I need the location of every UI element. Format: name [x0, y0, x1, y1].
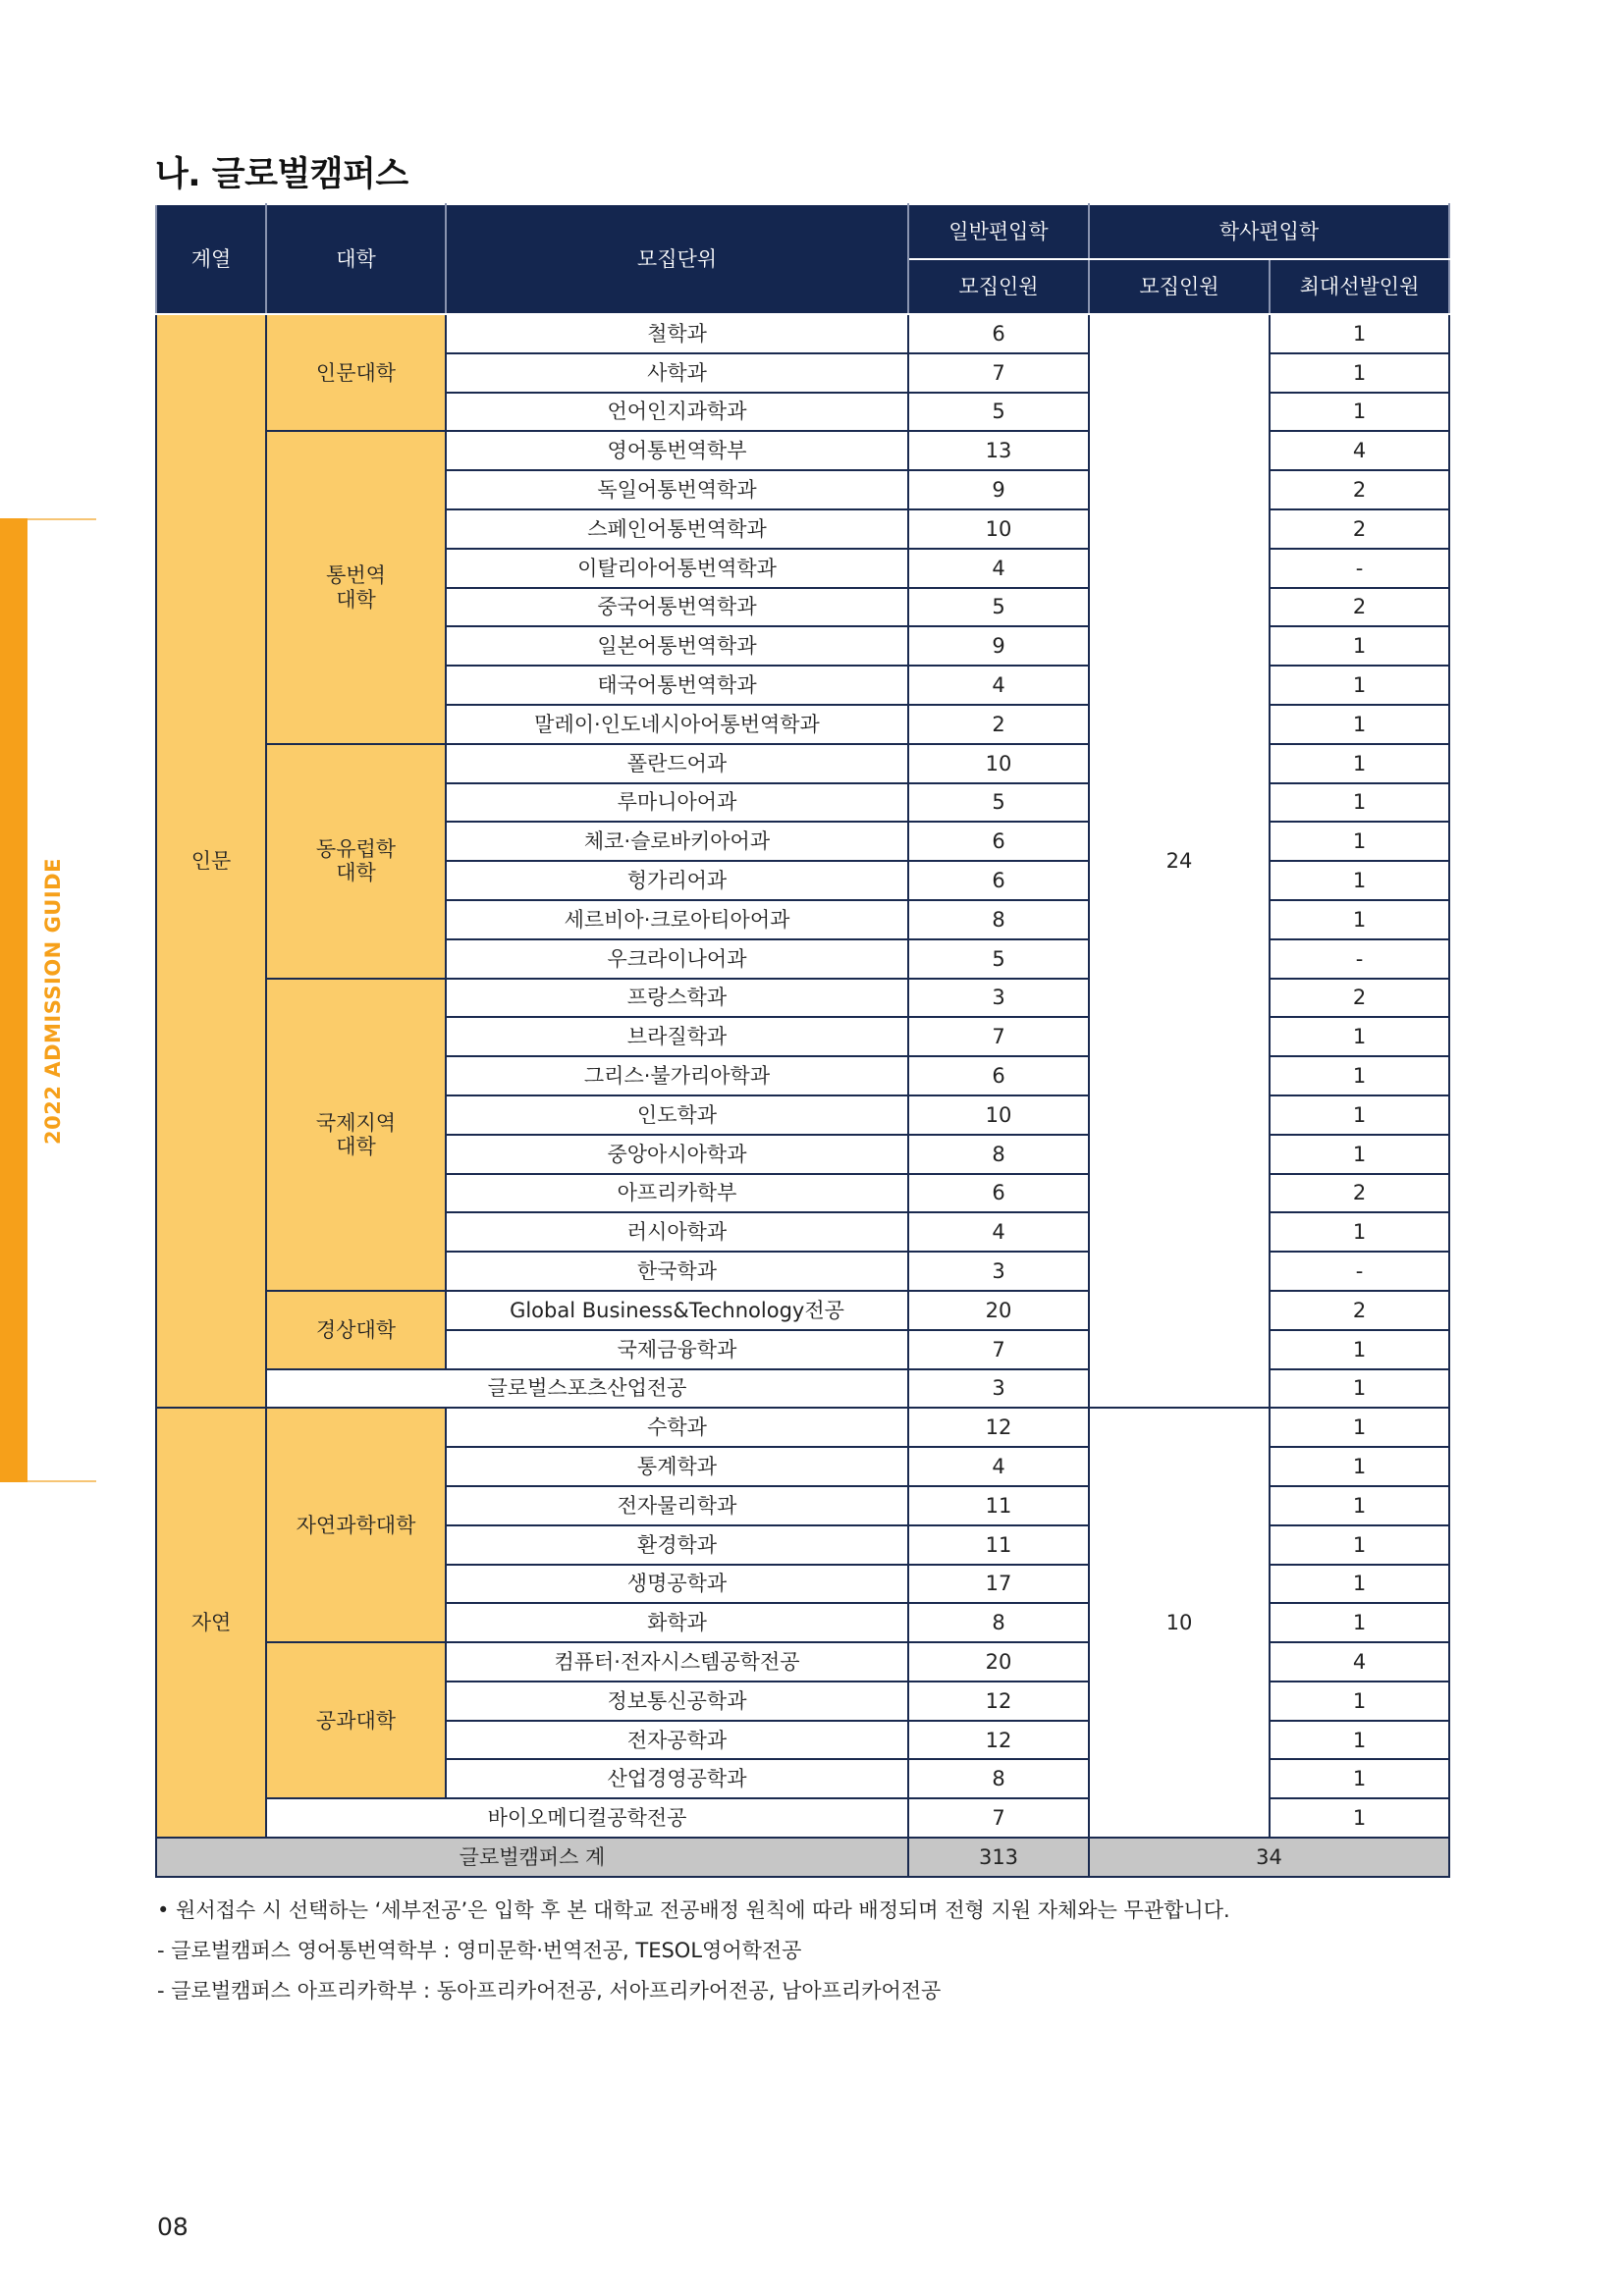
bachelor-max-cell: 4: [1270, 1642, 1449, 1682]
general-count-cell: 4: [908, 666, 1089, 705]
unit-cell: 중국어통번역학과: [446, 588, 908, 627]
group-cell: 자연: [156, 1408, 266, 1838]
general-count-cell: 6: [908, 1174, 1089, 1213]
admission-table: [155, 203, 1450, 1878]
bachelor-max-cell: 1: [1270, 1525, 1449, 1565]
bachelor-max-cell: 2: [1270, 979, 1449, 1018]
bachelor-max-cell: 1: [1270, 1486, 1449, 1525]
general-count-cell: 4: [908, 549, 1089, 588]
side-divider-bottom: [27, 1480, 96, 1482]
bachelor-max-cell: -: [1270, 939, 1449, 979]
bachelor-max-cell: 1: [1270, 1330, 1449, 1369]
total-row: [156, 1838, 1449, 1877]
general-count-cell: 6: [908, 1056, 1089, 1095]
college-cell: 자연과학대학: [266, 1408, 446, 1642]
unit-cell: 산업경영공학과: [446, 1759, 908, 1798]
unit-cell: 철학과: [446, 314, 908, 353]
general-count-cell: 6: [908, 314, 1089, 353]
college-cell: 동유럽학 대학: [266, 744, 446, 979]
table-row: [156, 1408, 1449, 1447]
bachelor-max-cell: 2: [1270, 1291, 1449, 1330]
general-count-cell: 7: [908, 1017, 1089, 1056]
bachelor-max-cell: 1: [1270, 1017, 1449, 1056]
general-count-cell: 11: [908, 1486, 1089, 1525]
header-group: 계열: [156, 204, 266, 314]
bachelor-max-cell: 1: [1270, 1682, 1449, 1721]
unit-cell: 생명공학과: [446, 1565, 908, 1604]
side-divider-top: [27, 518, 96, 520]
bachelor-max-cell: 1: [1270, 626, 1449, 666]
unit-cell: 독일어통번역학과: [446, 470, 908, 509]
bachelor-max-cell: 1: [1270, 314, 1449, 353]
bachelor-max-cell: 1: [1270, 1212, 1449, 1252]
bachelor-max-cell: 1: [1270, 393, 1449, 432]
bachelor-max-cell: 1: [1270, 1135, 1449, 1174]
header-bachelor: 학사편입학: [1089, 204, 1449, 259]
side-accent-bar: [0, 518, 27, 1482]
unit-cell: 그리스·불가리아학과: [446, 1056, 908, 1095]
bachelor-max-cell: 1: [1270, 1721, 1449, 1760]
general-count-cell: 17: [908, 1565, 1089, 1604]
unit-cell: 폴란드어과: [446, 744, 908, 783]
bachelor-max-cell: 1: [1270, 666, 1449, 705]
unit-cell: 헝가리어과: [446, 861, 908, 900]
total-general: 313: [908, 1838, 1089, 1877]
unit-cell: 이탈리아어통번역학과: [446, 549, 908, 588]
general-count-cell: 12: [908, 1721, 1089, 1760]
general-count-cell: 5: [908, 783, 1089, 823]
unit-cell: 컴퓨터·전자시스템공학전공: [446, 1642, 908, 1682]
college-cell: 인문대학: [266, 314, 446, 431]
general-count-cell: 3: [908, 1252, 1089, 1291]
unit-cell: 체코·슬로바키아어과: [446, 822, 908, 861]
general-count-cell: 10: [908, 1095, 1089, 1135]
bachelor-max-cell: 1: [1270, 1798, 1449, 1838]
unit-cell: 일본어통번역학과: [446, 626, 908, 666]
bachelor-max-cell: 1: [1270, 353, 1449, 393]
unit-cell: 글로벌스포츠산업전공: [266, 1369, 908, 1409]
header-college: 대학: [266, 204, 446, 314]
unit-cell: 환경학과: [446, 1525, 908, 1565]
general-count-cell: 3: [908, 979, 1089, 1018]
unit-cell: 태국어통번역학과: [446, 666, 908, 705]
total-bachelor: 34: [1089, 1838, 1449, 1877]
general-count-cell: 9: [908, 470, 1089, 509]
bachelor-max-cell: 1: [1270, 705, 1449, 744]
general-count-cell: 5: [908, 939, 1089, 979]
bachelor-max-cell: 2: [1270, 509, 1449, 549]
group-cell: 인문: [156, 314, 266, 1408]
bachelor-max-cell: 4: [1270, 431, 1449, 470]
unit-cell: 러시아학과: [446, 1212, 908, 1252]
bachelor-max-cell: 1: [1270, 783, 1449, 823]
bachelor-max-cell: 1: [1270, 1408, 1449, 1447]
general-count-cell: 13: [908, 431, 1089, 470]
bachelor-max-cell: 1: [1270, 1447, 1449, 1486]
note-item: - 글로벌캠퍼스 아프리카학부 : 동아프리카어전공, 서아프리카어전공, 남아프리카어전공: [157, 1979, 942, 2002]
general-count-cell: 6: [908, 861, 1089, 900]
general-count-cell: 8: [908, 900, 1089, 939]
bachelor-max-cell: 1: [1270, 822, 1449, 861]
college-cell: 공과대학: [266, 1642, 446, 1798]
general-count-cell: 12: [908, 1408, 1089, 1447]
unit-cell: 아프리카학부: [446, 1174, 908, 1213]
general-count-cell: 4: [908, 1447, 1089, 1486]
general-count-cell: 10: [908, 509, 1089, 549]
bachelor-max-cell: 1: [1270, 1095, 1449, 1135]
bachelor-max-cell: 1: [1270, 861, 1449, 900]
bachelor-count-cell: 10: [1089, 1408, 1270, 1838]
unit-cell: 우크라이나어과: [446, 939, 908, 979]
general-count-cell: 4: [908, 1212, 1089, 1252]
page-number: 08: [157, 2213, 189, 2241]
side-label: 2022 ADMISSION GUIDE: [41, 858, 65, 1145]
unit-cell: 말레이·인도네시아어통번역학과: [446, 705, 908, 744]
general-count-cell: 11: [908, 1525, 1089, 1565]
section-title: 나. 글로벌캠퍼스: [155, 155, 408, 194]
general-count-cell: 3: [908, 1369, 1089, 1409]
general-count-cell: 5: [908, 393, 1089, 432]
bachelor-max-cell: 1: [1270, 1759, 1449, 1798]
general-count-cell: 6: [908, 822, 1089, 861]
bachelor-max-cell: 2: [1270, 470, 1449, 509]
unit-cell: 세르비아·크로아티아어과: [446, 900, 908, 939]
bachelor-max-cell: 1: [1270, 744, 1449, 783]
unit-cell: 정보통신공학과: [446, 1682, 908, 1721]
college-cell: 경상대학: [266, 1291, 446, 1369]
unit-cell: 국제금융학과: [446, 1330, 908, 1369]
general-count-cell: 20: [908, 1642, 1089, 1682]
unit-cell: Global Business&Technology전공: [446, 1291, 908, 1330]
general-count-cell: 2: [908, 705, 1089, 744]
header-general: 일반편입학: [908, 204, 1089, 259]
college-cell: 통번역 대학: [266, 431, 446, 743]
general-count-cell: 7: [908, 353, 1089, 393]
bachelor-max-cell: -: [1270, 549, 1449, 588]
general-count-cell: 7: [908, 1330, 1089, 1369]
unit-cell: 프랑스학과: [446, 979, 908, 1018]
bachelor-max-cell: 1: [1270, 1603, 1449, 1642]
bachelor-count-cell: 24: [1089, 314, 1270, 1408]
bachelor-max-cell: 1: [1270, 1056, 1449, 1095]
bachelor-max-cell: 1: [1270, 1565, 1449, 1604]
unit-cell: 한국학과: [446, 1252, 908, 1291]
general-count-cell: 20: [908, 1291, 1089, 1330]
unit-cell: 화학과: [446, 1603, 908, 1642]
bachelor-max-cell: 1: [1270, 900, 1449, 939]
header-unit: 모집단위: [446, 204, 908, 314]
total-label: 글로벌캠퍼스 계: [156, 1838, 908, 1877]
header-bachelor-max: 최대선발인원: [1270, 259, 1449, 314]
general-count-cell: 8: [908, 1135, 1089, 1174]
general-count-cell: 8: [908, 1759, 1089, 1798]
unit-cell: 언어인지과학과: [446, 393, 908, 432]
note-item: • 원서접수 시 선택하는 ‘세부전공’은 입학 후 본 대학교 전공배정 원칙에 따라 배정되며 전형 지원 자체와는 무관합니다.: [157, 1898, 1230, 1922]
unit-cell: 스페인어통번역학과: [446, 509, 908, 549]
unit-cell: 인도학과: [446, 1095, 908, 1135]
unit-cell: 루마니아어과: [446, 783, 908, 823]
unit-cell: 사학과: [446, 353, 908, 393]
header-bachelor-count: 모집인원: [1089, 259, 1270, 314]
bachelor-max-cell: 1: [1270, 1369, 1449, 1409]
general-count-cell: 9: [908, 626, 1089, 666]
general-count-cell: 12: [908, 1682, 1089, 1721]
unit-cell: 통계학과: [446, 1447, 908, 1486]
notes: [157, 1895, 1230, 2015]
header-general-count: 모집인원: [908, 259, 1089, 314]
unit-cell: 바이오메디컬공학전공: [266, 1798, 908, 1838]
general-count-cell: 10: [908, 744, 1089, 783]
unit-cell: 브라질학과: [446, 1017, 908, 1056]
table-body: [156, 314, 1449, 1838]
unit-cell: 중앙아시아학과: [446, 1135, 908, 1174]
unit-cell: 수학과: [446, 1408, 908, 1447]
bachelor-max-cell: -: [1270, 1252, 1449, 1291]
unit-cell: 전자물리학과: [446, 1486, 908, 1525]
unit-cell: 전자공학과: [446, 1721, 908, 1760]
general-count-cell: 8: [908, 1603, 1089, 1642]
table-row: [156, 314, 1449, 353]
general-count-cell: 5: [908, 588, 1089, 627]
general-count-cell: 7: [908, 1798, 1089, 1838]
note-item: - 글로벌캠퍼스 영어통번역학부 : 영미문학·번역전공, TESOL영어학전공: [157, 1939, 802, 1962]
bachelor-max-cell: 2: [1270, 1174, 1449, 1213]
bachelor-max-cell: 2: [1270, 588, 1449, 627]
unit-cell: 영어통번역학부: [446, 431, 908, 470]
college-cell: 국제지역 대학: [266, 979, 446, 1291]
